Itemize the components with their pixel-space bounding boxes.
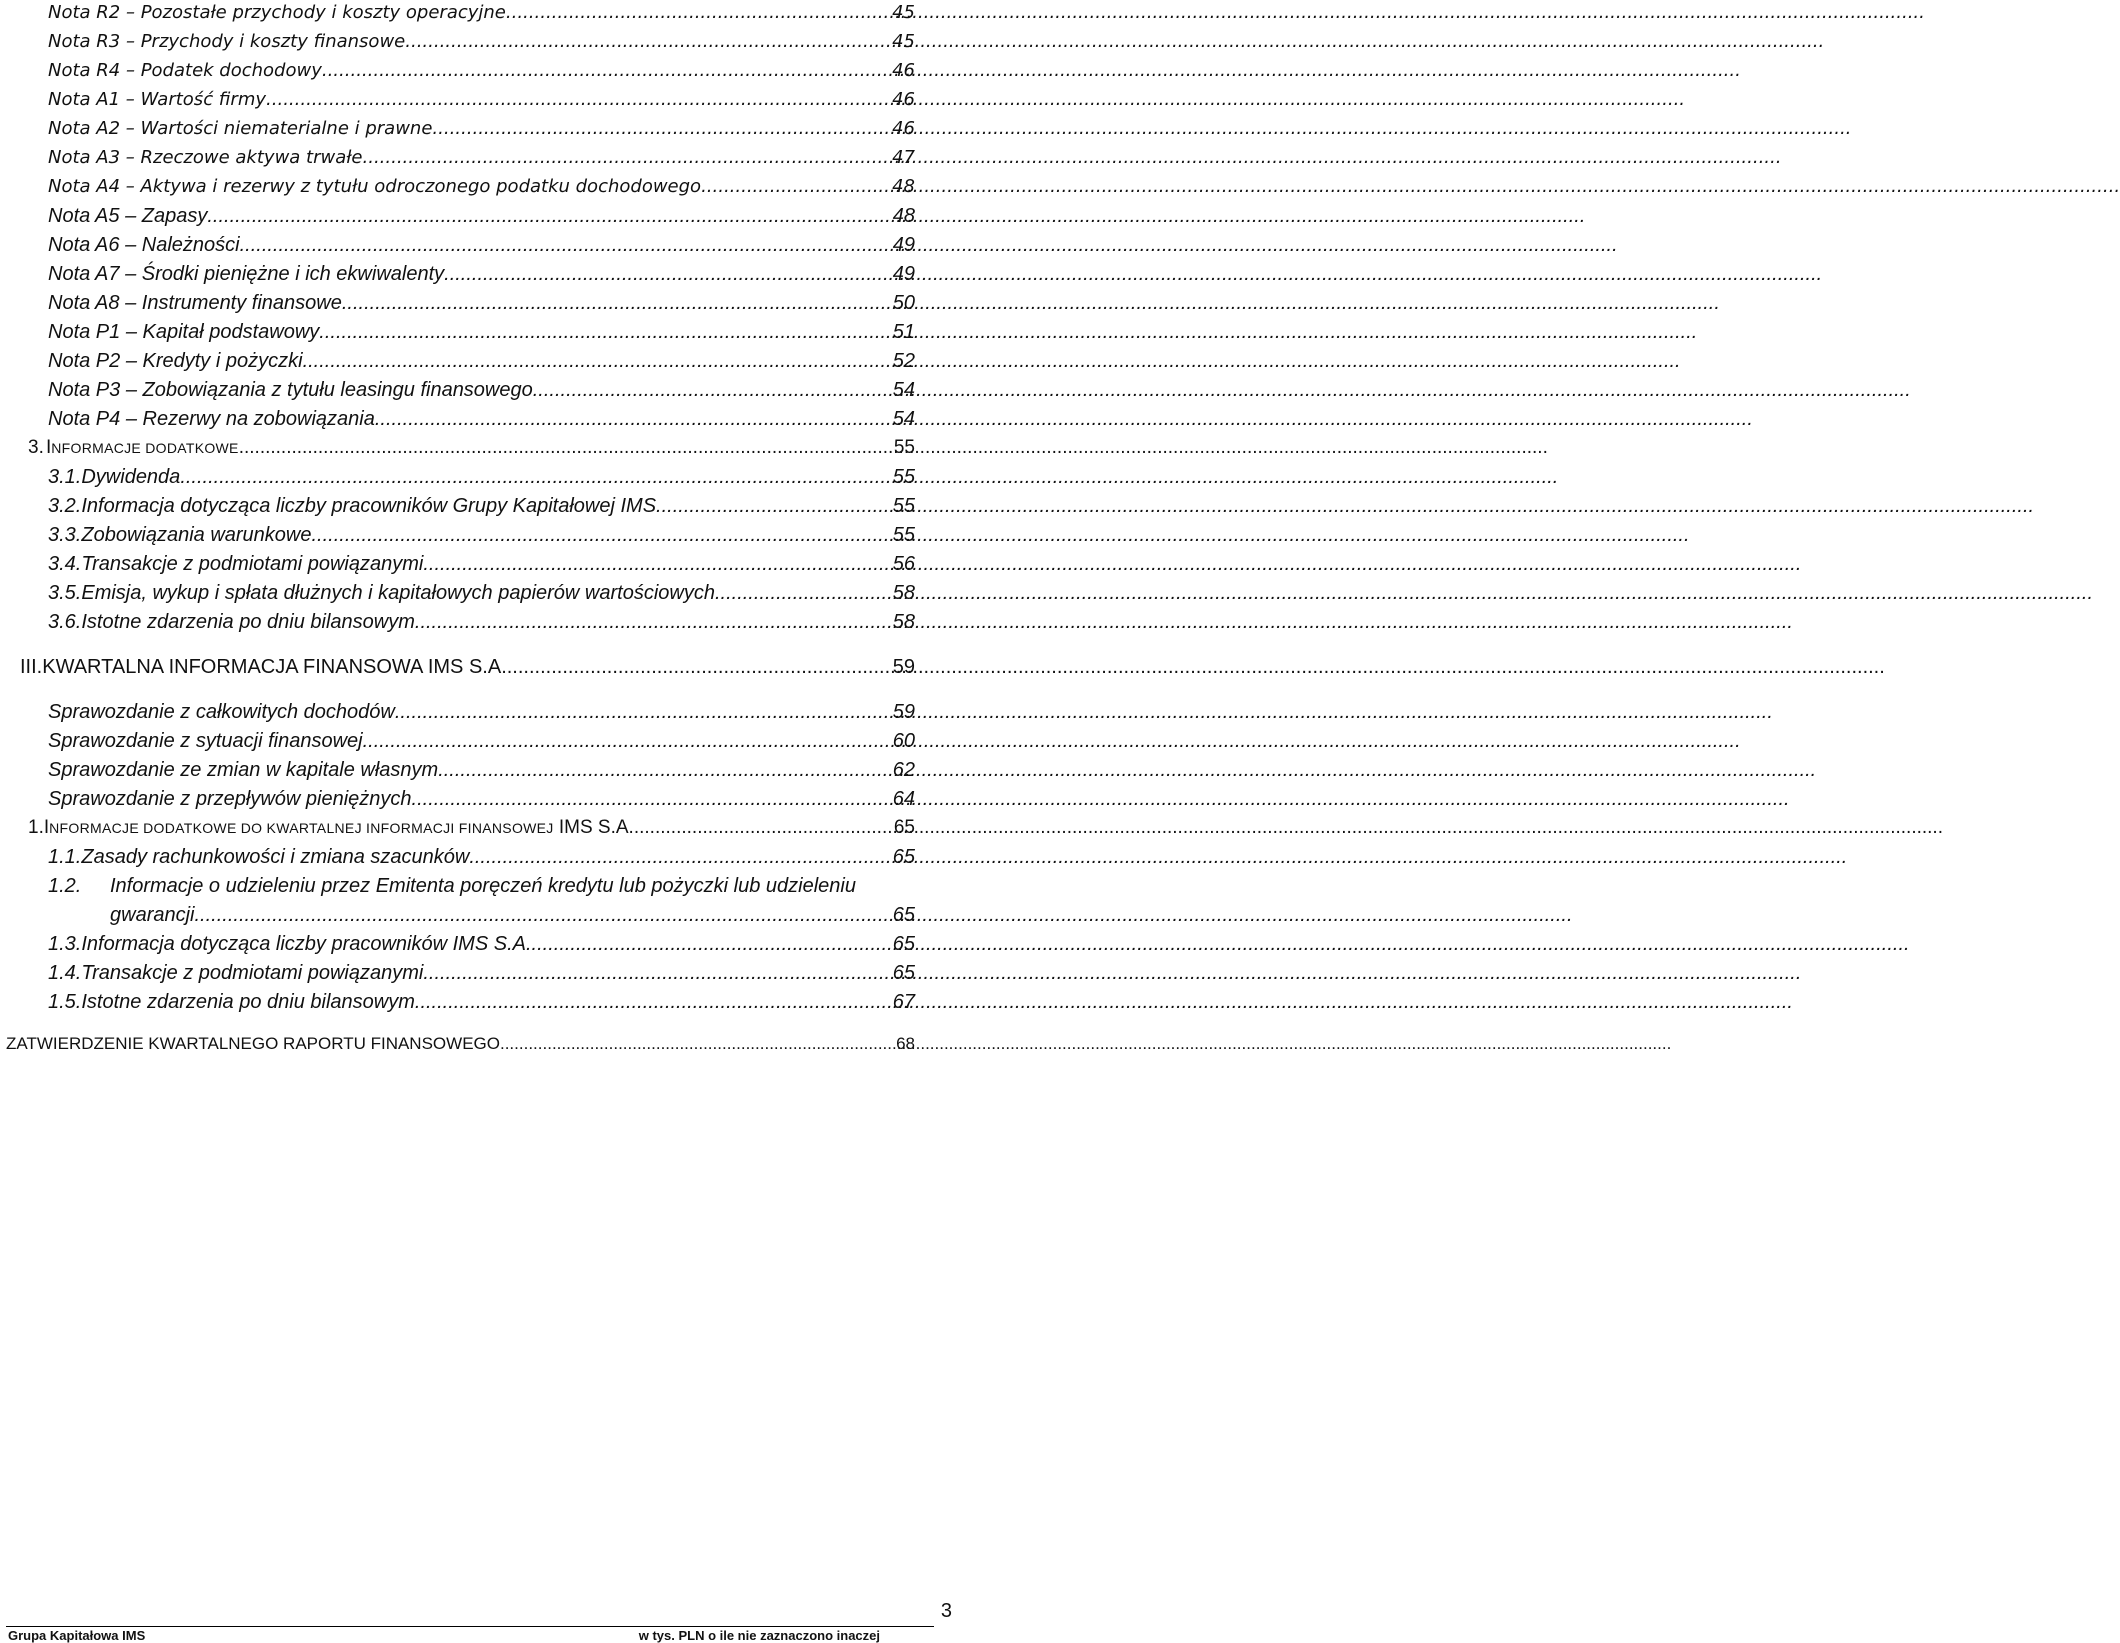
toc-number: 1. (28, 817, 44, 838)
toc-page: 45 (892, 31, 915, 52)
toc-entry[interactable] (0, 701, 960, 731)
toc-number: 3.2. (48, 495, 82, 517)
toc-entry[interactable] (0, 495, 960, 525)
toc-page: 49 (892, 234, 915, 256)
toc-page: 55 (892, 466, 915, 488)
toc-page: 65 (893, 817, 915, 838)
toc-entry[interactable] (0, 176, 960, 206)
toc-label: Nota A2 – Wartości niematerialne i prawne (48, 118, 433, 139)
toc-leader (432, 118, 890, 139)
toc-leader (303, 350, 891, 373)
toc-leader (423, 962, 890, 985)
toc-entry[interactable] (0, 582, 960, 612)
toc-label: Nota P4 – Rezerwy na zobowiązania (48, 408, 375, 430)
toc-label: Nota A4 – Aktywa i rezerwy z tytułu odroczonego podatku dochodowego (48, 176, 702, 197)
toc-leader (701, 176, 890, 197)
toc-leader (469, 846, 890, 869)
toc-page: 51 (892, 321, 915, 343)
toc-number: 1.4. (48, 962, 82, 984)
toc-label: Zasady rachunkowości i zmiana szacunków (81, 846, 470, 868)
footer-rule (6, 1626, 934, 1627)
toc-entry[interactable] (0, 263, 960, 293)
toc-number: 1.5. (48, 991, 82, 1013)
toc-label: Nota A5 – Zapasy (48, 205, 208, 227)
toc-entry-continuation[interactable] (0, 904, 960, 934)
toc-approval-entry[interactable] (0, 1034, 960, 1064)
toc-leader (180, 466, 890, 489)
toc-leader (207, 205, 890, 228)
toc-entry[interactable] (0, 962, 960, 992)
toc-label: Nota P3 – Zobowiązania z tytułu leasingu finansowego (48, 379, 533, 401)
toc-page: 45 (892, 2, 915, 23)
toc-label: Sprawozdanie ze zmian w kapitale własnym (48, 759, 439, 781)
toc-label: Transakcje z podmiotami powiązanymi (81, 553, 424, 575)
toc-page: 46 (892, 60, 915, 81)
toc-page: 65 (892, 962, 915, 984)
toc-leader (395, 701, 891, 724)
toc-page: 48 (892, 176, 915, 197)
toc-label: Dywidenda (81, 466, 181, 488)
toc-page: 65 (892, 933, 915, 955)
toc-page: 48 (892, 205, 915, 227)
page-number: 3 (940, 1600, 952, 1622)
toc-number: 3.1. (48, 466, 82, 488)
toc-entry[interactable] (0, 846, 960, 876)
toc-page: 59 (892, 656, 915, 678)
toc-leader (239, 437, 892, 459)
toc-label-line1: Informacje o udzieleniu przez Emitenta poręczeń kredytu lub pożyczki lub udzieleniu (110, 875, 856, 897)
toc-leader (412, 788, 891, 811)
toc-number: 1.2. (48, 875, 82, 897)
toc-leader (506, 2, 890, 23)
toc-leader (656, 495, 891, 518)
toc-label: Nota A6 – Należności (48, 234, 240, 256)
toc-entry[interactable] (0, 205, 960, 235)
toc-label: INFORMACJE DODATKOWE DO KWARTALNEJ INFORMACJI FINANSOWEJ IMS S.A. (43, 817, 634, 838)
toc-page: 59 (892, 701, 915, 723)
toc-leader (319, 321, 890, 344)
toc-leader (533, 379, 891, 402)
toc-page: 47 (892, 147, 915, 168)
toc-page: 55 (892, 495, 915, 517)
toc-page: 49 (892, 263, 915, 285)
toc-leader (375, 408, 891, 431)
toc-leader (415, 611, 891, 634)
toc-entry[interactable] (0, 933, 960, 963)
toc-page: 62 (892, 759, 915, 781)
toc-label: Transakcje z podmiotami powiązanymi (81, 962, 424, 984)
toc-number: 3.5. (48, 582, 82, 604)
footer-units-note: w tys. PLN o ile nie zaznaczono inaczej (638, 1628, 880, 1643)
toc-leader (363, 147, 891, 168)
toc-label: ZATWIERDZENIE KWARTALNEGO RAPORTU FINANSOWEGO (6, 1034, 500, 1053)
toc-label: Sprawozdanie z przepływów pieniężnych (48, 788, 412, 810)
toc-label: Sprawozdanie z całkowitych dochodów (48, 701, 395, 723)
toc-page: 54 (892, 379, 915, 401)
toc-label: Nota R2 – Pozostałe przychody i koszty operacyjne (48, 2, 506, 23)
toc-leader (444, 263, 891, 286)
toc-entry[interactable] (0, 321, 960, 351)
toc-leader (507, 656, 891, 679)
toc-label: KWARTALNA INFORMACJA FINANSOWA IMS S.A. (42, 656, 507, 678)
toc-number: 3. (28, 437, 44, 458)
toc-label: Nota P2 – Kredyty i pożyczki (48, 350, 303, 372)
toc-page: 54 (892, 408, 915, 430)
toc-entry[interactable] (0, 991, 960, 1021)
toc-entry[interactable] (0, 60, 960, 90)
toc-entry[interactable] (0, 524, 960, 554)
toc-page: 50 (892, 292, 915, 314)
toc-label: Nota A7 – Środki pieniężne i ich ekwiwalenty (48, 263, 445, 285)
toc-number: 3.4. (48, 553, 82, 575)
toc-entry[interactable] (0, 89, 960, 119)
toc-number: 1.3. (48, 933, 82, 955)
toc-entry[interactable] (0, 350, 960, 380)
toc-label: Informacja dotycząca liczby pracowników Grupy Kapitałowej IMS (81, 495, 657, 517)
toc-leader (322, 60, 890, 81)
toc-entry[interactable] (0, 379, 960, 409)
toc-page: 58 (892, 582, 915, 604)
toc-page: 55 (893, 437, 915, 458)
toc-label: Emisja, wykup i spłata dłużnych i kapitałowych papierów wartościowych (81, 582, 715, 604)
toc-label: INFORMACJE DODATKOWE (45, 437, 239, 458)
toc-page: 65 (892, 846, 915, 868)
toc-page: 52 (892, 350, 915, 372)
toc-page: 68 (896, 1034, 915, 1053)
toc-page: 55 (892, 524, 915, 546)
toc-label: Sprawozdanie z sytuacji finansowej (48, 730, 363, 752)
toc-entry-multiline[interactable] (0, 875, 960, 905)
toc-page: 65 (892, 904, 915, 926)
toc-leader (363, 730, 891, 753)
toc-leader (342, 292, 891, 315)
toc-page: 58 (892, 611, 915, 633)
toc-number: III. (20, 656, 43, 678)
toc-leader (423, 553, 890, 576)
toc-entry[interactable] (0, 408, 960, 438)
toc-leader (266, 89, 890, 110)
toc-leader (405, 31, 890, 52)
toc-page: 56 (892, 553, 915, 575)
document-page (0, 0, 960, 1643)
toc-leader (415, 991, 891, 1014)
toc-leader (312, 524, 891, 547)
toc-section-entry[interactable] (0, 437, 960, 467)
toc-label: Nota A1 – Wartość firmy (48, 89, 267, 110)
toc-entry[interactable] (0, 730, 960, 760)
toc-number: 3.3. (48, 524, 82, 546)
toc-leader (715, 582, 891, 605)
toc-page: 67 (892, 991, 915, 1013)
toc-label: Zobowiązania warunkowe (81, 524, 312, 546)
toc-number: 3.6. (48, 611, 82, 633)
toc-page: 46 (892, 118, 915, 139)
toc-label: Istotne zdarzenia po dniu bilansowym (81, 991, 415, 1013)
toc-label-line2: gwarancji (110, 904, 195, 926)
toc-entry[interactable] (0, 2, 960, 32)
toc-label: Nota A3 – Rzeczowe aktywa trwałe (48, 147, 363, 168)
toc-section-entry[interactable] (0, 817, 960, 847)
toc-page: 60 (892, 730, 915, 752)
toc-number: 1.1. (48, 846, 82, 868)
toc-leader (194, 904, 890, 927)
toc-entry[interactable] (0, 788, 960, 818)
toc-leader (634, 817, 892, 839)
toc-entry[interactable] (0, 292, 960, 322)
toc-entry[interactable] (0, 611, 960, 641)
toc-entry[interactable] (0, 31, 960, 61)
toc-entry[interactable] (0, 759, 960, 789)
toc-label: Istotne zdarzenia po dniu bilansowym (81, 611, 415, 633)
toc-leader (438, 759, 891, 782)
toc-leader (240, 234, 891, 257)
toc-page: 46 (892, 89, 915, 110)
toc-page: 64 (892, 788, 915, 810)
toc-entry[interactable] (0, 147, 960, 177)
toc-entry[interactable] (0, 466, 960, 496)
toc-part-entry[interactable] (0, 656, 960, 686)
toc-leader (500, 1034, 894, 1054)
toc-label: Nota P1 – Kapitał podstawowy (48, 321, 320, 343)
toc-entry[interactable] (0, 118, 960, 148)
toc-entry[interactable] (0, 553, 960, 583)
toc-label: Nota A8 – Instrumenty finansowe (48, 292, 342, 314)
toc-entry[interactable] (0, 234, 960, 264)
toc-label: Nota R3 – Przychody i koszty finansowe (48, 31, 406, 52)
page-footer (0, 1600, 960, 1643)
footer-company: Grupa Kapitałowa IMS (8, 1628, 146, 1643)
toc-leader (532, 933, 891, 956)
toc-label: Nota R4 – Podatek dochodowy (48, 60, 322, 81)
toc-label: Informacja dotycząca liczby pracowników IMS S.A. (81, 933, 532, 955)
